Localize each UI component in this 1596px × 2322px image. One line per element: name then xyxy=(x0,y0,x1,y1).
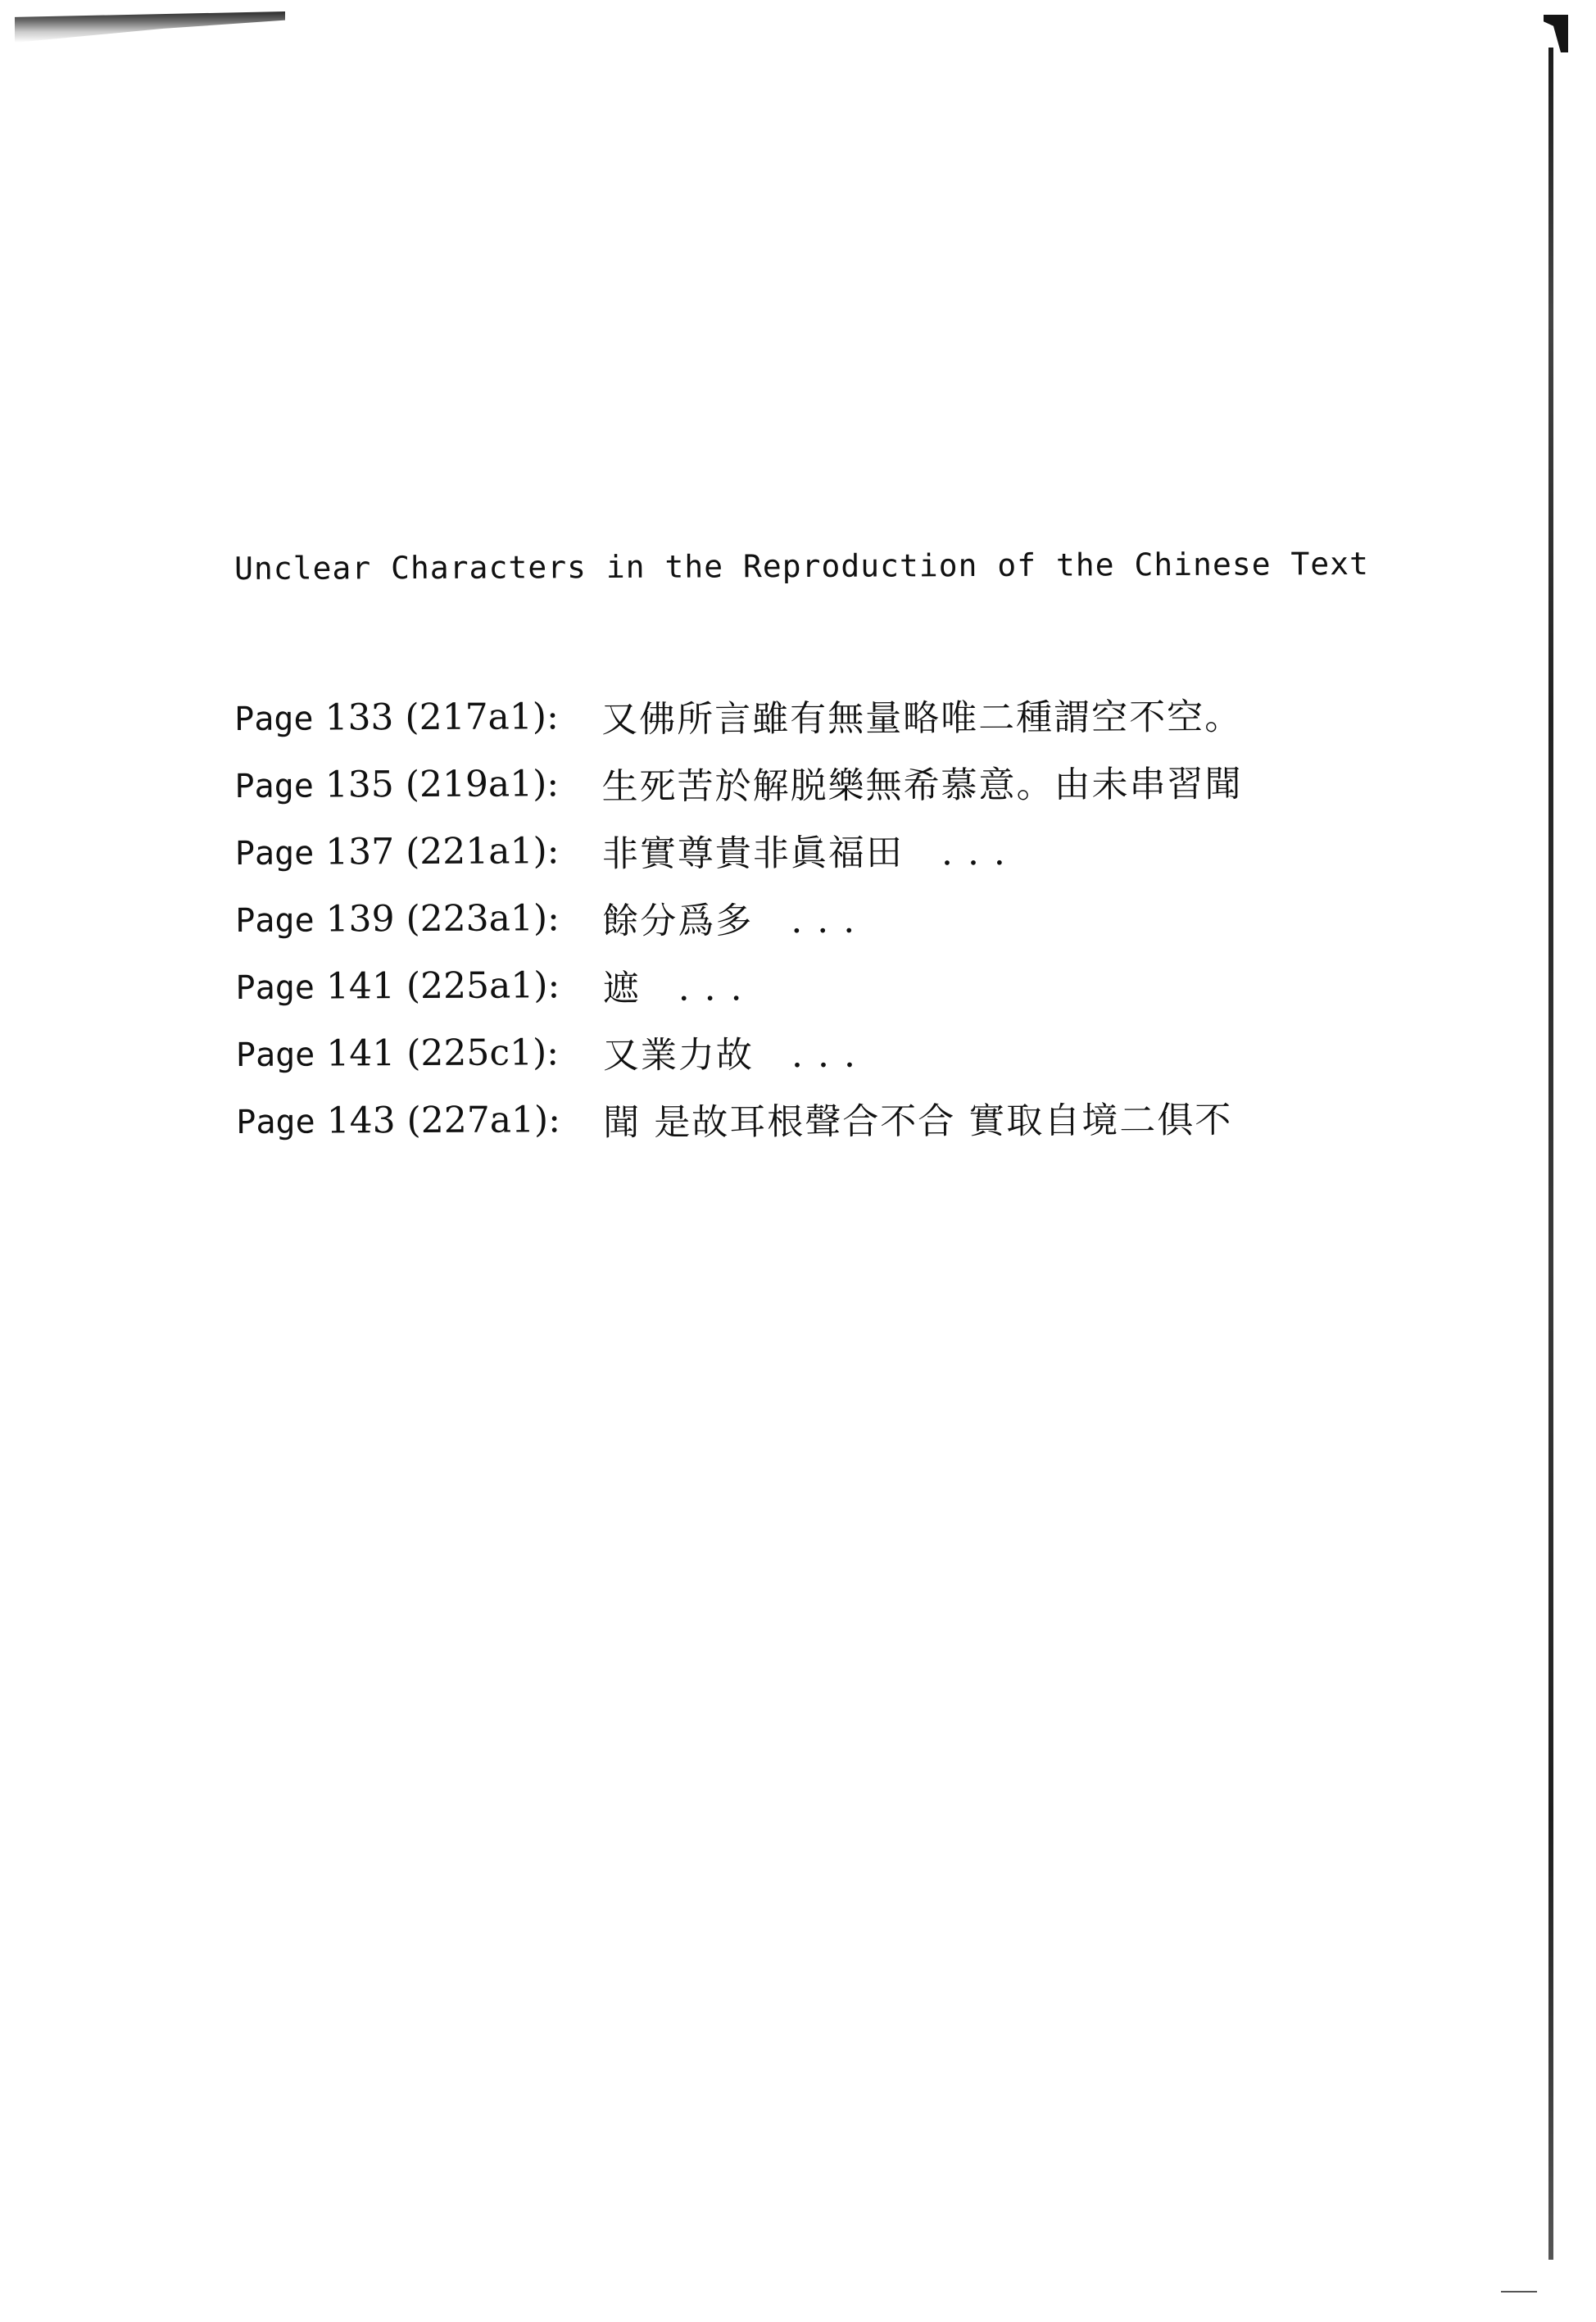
scan-artifact-hook xyxy=(1544,15,1568,52)
entry-page-word: Page xyxy=(234,834,315,873)
entry-reference: 141 (225c1): xyxy=(326,1031,560,1075)
entry-chinese-text: 又業力故 . . . xyxy=(602,1033,858,1077)
unclear-characters-list xyxy=(234,678,1514,1154)
list-item xyxy=(235,947,1513,1020)
list-item xyxy=(234,746,1512,819)
entry-page-word: Page xyxy=(234,767,314,805)
scan-artifact-bottom-mark xyxy=(1501,2291,1537,2293)
entry-reference: 137 (221a1): xyxy=(325,829,560,873)
entry-chinese-text: 生死苦於解脱樂無希慕意。由未串習聞 xyxy=(601,763,1243,809)
scan-artifact-top-left xyxy=(15,11,285,43)
entry-page-word: Page xyxy=(236,1103,315,1141)
entry-label xyxy=(234,763,601,806)
entry-chinese-text: 遮 . . . xyxy=(602,967,744,1010)
entry-reference: 139 (223a1): xyxy=(325,896,560,941)
entry-chinese-text: 餘分爲多 . . . xyxy=(602,899,857,943)
entry-page-word: Page xyxy=(235,1036,315,1074)
entry-label xyxy=(235,897,602,941)
entry-chinese-text: 非實尊貴非眞福田 . . . xyxy=(601,831,1007,876)
page-title: Unclear Characters in the Reproduction of the Chinese Text xyxy=(234,545,1370,587)
list-item xyxy=(235,880,1513,953)
entry-label xyxy=(235,964,602,1008)
scan-artifact-right-edge xyxy=(1544,15,1568,2260)
list-item xyxy=(234,678,1512,751)
entry-label xyxy=(236,1099,603,1142)
list-item xyxy=(236,1014,1514,1087)
entry-reference: 141 (225a1): xyxy=(325,964,560,1008)
entry-chinese-text: 聞 是故耳根聲合不合 實取自境二俱不 xyxy=(603,1099,1233,1145)
scan-artifact-line xyxy=(1548,48,1553,2260)
entry-label xyxy=(234,696,601,739)
entry-reference: 143 (227a1): xyxy=(326,1098,561,1142)
entry-reference: 133 (217a1): xyxy=(324,695,559,739)
entry-label xyxy=(236,1032,603,1075)
entry-reference: 135 (219a1): xyxy=(324,762,560,806)
entry-page-word: Page xyxy=(235,968,315,1007)
entry-page-word: Page xyxy=(235,901,315,940)
entry-page-word: Page xyxy=(234,700,314,738)
list-item xyxy=(236,1082,1514,1154)
list-item xyxy=(235,813,1513,886)
entry-chinese-text: 又佛所言雖有無量略唯二種謂空不空。 xyxy=(601,696,1243,741)
entry-label xyxy=(235,830,602,873)
